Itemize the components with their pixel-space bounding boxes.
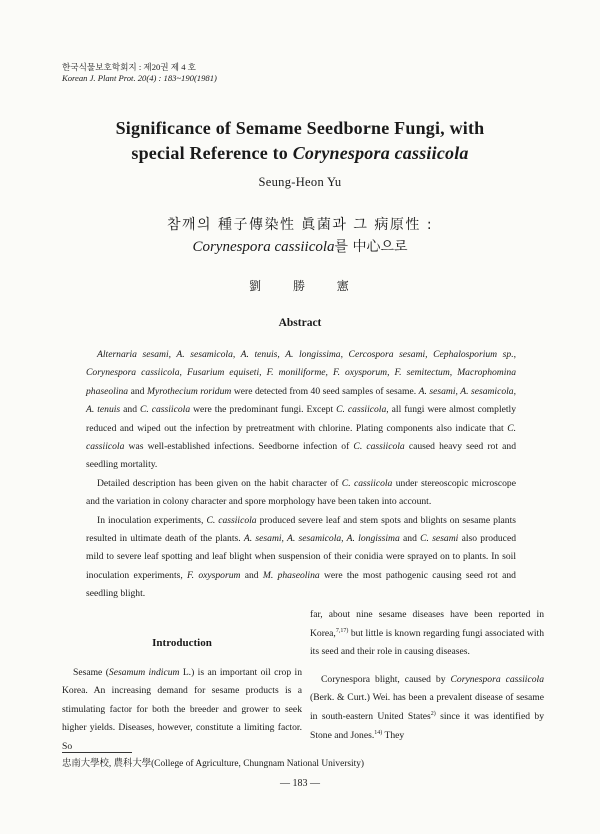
page-number: — 183 — (280, 778, 320, 789)
text-span: Sesame ( (73, 666, 109, 678)
title-line-2-species: Corynespora cassiicola (292, 143, 469, 163)
abstract-paragraph-3 (86, 512, 516, 604)
text-span: , all fungi were almost completly reduced and wiped out the infection by pretreatment with chlorine. Plating components also indicate that (86, 404, 516, 434)
text-span: but little is known regarding fungi associated with its seed and their role in causing diseases. (310, 627, 544, 658)
text-span: were detected from 40 seed samples of sesame. (231, 385, 419, 397)
text-span: L.) is an important oil crop in Korea. An increasing demand for sesame products is a stimulating factor for both the breeder and grower to seek higher yields. Diseases, however, constitute a limiting factor. So (62, 666, 303, 752)
abstract-paragraph-1 (86, 346, 516, 475)
right-column (310, 606, 544, 745)
introduction-heading: Introduction (152, 637, 212, 649)
text-span: and (120, 404, 140, 416)
intro-paragraph-2 (310, 671, 544, 745)
species-name: C. cassiicola (206, 514, 257, 526)
text-span: were the predominant fungi. Except (190, 404, 337, 416)
korean-title-line-2 (0, 236, 600, 258)
text-span: and (399, 533, 421, 545)
korean-author-name: 劉 勝 憲 (249, 279, 351, 293)
citation-superscript: 14) (374, 729, 383, 736)
abstract-paragraph-2 (86, 475, 516, 512)
text-span: and (128, 385, 147, 397)
species-name: A. sesami, A. sesamicola, A. longissima (243, 533, 400, 545)
text-span: also produced mild to severe leaf spotting and leaf blight when suspension of their conidia were sprayed on to plants. In soil inoculation experiments, (86, 533, 516, 581)
species-name: C. sesami (420, 533, 459, 545)
species-name: C. cassiicola (353, 441, 405, 453)
title-line-2-prefix: special Reference to (131, 143, 293, 163)
species-name: C. cassiicola (86, 422, 516, 453)
species-name: C. cassiicola (139, 404, 191, 416)
abstract-body (86, 346, 516, 604)
text-span: Corynespora blight, caused by (321, 673, 451, 685)
species-name: Corynespora cassiicola (450, 673, 544, 685)
paper-title (0, 116, 600, 166)
citation-superscript: 2) (430, 710, 436, 717)
left-column (62, 606, 302, 757)
citation-superscript: 7,17) (335, 627, 349, 634)
text-span: far, about nine sesame diseases have been reported in Korea, (310, 609, 544, 639)
text-span: produced severe leaf and stem spots and blights on sesame plants resulted in ultimate death of the plants. (86, 514, 517, 545)
species-name: M. phaseolina (262, 569, 320, 581)
species-name: Sesamum indicum (108, 666, 180, 678)
species-name: F. oxysporum (187, 569, 241, 581)
text-span: was well-established infections. Seedborne infection of (124, 441, 354, 453)
intro-paragraph-continued (310, 606, 544, 662)
korean-title-species: Corynespora cassiicola (192, 239, 335, 255)
korean-title-line-1: 참깨의 種子傳染性 眞菌과 그 病原性 : (166, 217, 434, 233)
text-span: since it was identified by Stone and Jones. (310, 710, 544, 741)
author-name: Seung-Heon Yu (258, 175, 342, 189)
abstract-heading: Abstract (278, 317, 322, 329)
text-span: Detailed description has been given on the habit character of (97, 477, 342, 489)
species-list: Alternaria sesami, A. sesamicola, A. tenuis, A. longissima, Cercospora sesami, Cephalosporium sp., Corynespora cassiicola, Fusarium equiseti, F. moniliforme, F. oxysporum, F. semitectum, Macrophomina phaseolina (86, 349, 516, 397)
journal-header-korean: 한국식물보호학회지 : 제20권 제 4 호 (62, 62, 196, 72)
species-name: Myrothecium roridum (146, 385, 232, 397)
journal-header-english: Korean J. Plant Prot. 20(4) : 183~190(1981) (62, 73, 217, 83)
korean-title-suffix: 를 中心으로 (334, 239, 408, 255)
species-name: C. cassiicola (336, 404, 387, 416)
footnote-rule (62, 752, 132, 753)
text-span: (Berk. & Curt.) Wei. has been a prevalent disease of sesame in south-eastern United States (310, 692, 544, 722)
text-span: caused heavy seed rot and seedling mortality. (86, 441, 516, 471)
title-line-1: Significance of Semame Seedborne Fungi, with (115, 118, 485, 138)
text-span: were the most pathogenic causing seed rot and seedling blight. (86, 569, 516, 600)
text-span: and (240, 569, 263, 581)
species-name: C. cassiicola (341, 477, 393, 489)
title-line-2 (0, 141, 600, 166)
korean-title (0, 214, 600, 258)
intro-paragraph-1 (62, 664, 302, 757)
text-span: under stereoscopic microscope and the variation in colony character and spore morphology have been taken into account. (86, 477, 516, 508)
text-span: In inoculation experiments, (97, 514, 207, 526)
affiliation-footnote: 忠南大學校, 農科大學(College of Agriculture, Chungnam National University) (62, 759, 365, 769)
journal-header (62, 62, 217, 84)
species-name: A. sesami, A. sesamicola, A. tenuis (86, 385, 516, 416)
text-span: They (382, 729, 405, 741)
